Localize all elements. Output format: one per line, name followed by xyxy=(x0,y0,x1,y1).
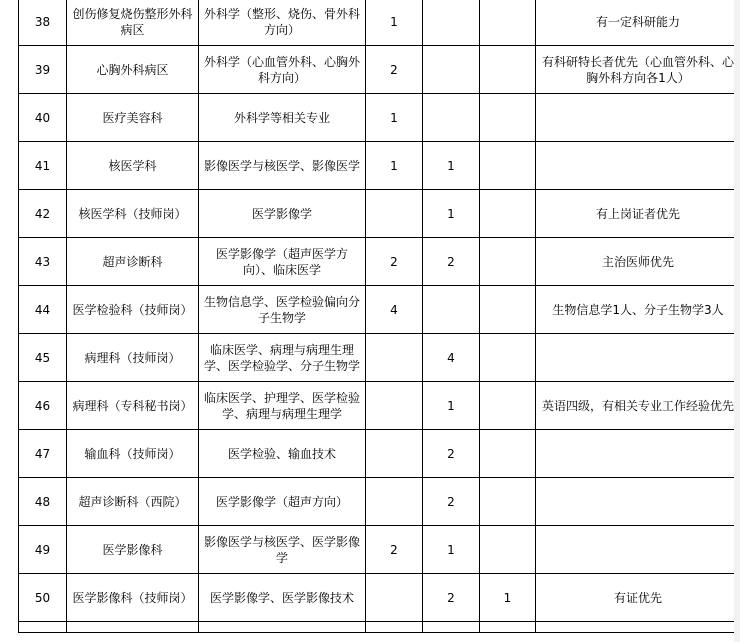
row-number-cell: 42 xyxy=(19,190,67,238)
table-row xyxy=(19,94,740,142)
row-number-cell: 45 xyxy=(19,334,67,382)
count-cell-c xyxy=(480,286,536,334)
major-cell: 影像医学与核医学、影像医学 xyxy=(199,142,366,190)
count-cell-c xyxy=(480,142,536,190)
major-cell: 外科学（心血管外科、心胸外科方向） xyxy=(199,46,366,94)
requirement-note-cell: 有证优先 xyxy=(536,574,740,622)
count-cell-b xyxy=(423,46,480,94)
table-row xyxy=(19,526,740,574)
requirement-note-cell xyxy=(536,142,740,190)
count-cell-b: 4 xyxy=(423,334,480,382)
table-row xyxy=(19,574,740,622)
major-cell: 影像医学与核医学、医学影像学 xyxy=(199,526,366,574)
count-cell-a xyxy=(366,334,423,382)
major-cell: 医学检验、输血技术 xyxy=(199,430,366,478)
count-cell-c xyxy=(480,94,536,142)
department-cell: 心胸外科病区 xyxy=(67,46,199,94)
major-cell: 临床医学、病理与病理生理学、医学检验学、分子生物学 xyxy=(199,334,366,382)
count-cell-b xyxy=(423,286,480,334)
department-cell: 医学影像科 xyxy=(67,526,199,574)
major-cell: 医学影像学（超声医学方向）、临床医学 xyxy=(199,238,366,286)
count-cell-a xyxy=(366,382,423,430)
table-body xyxy=(19,0,740,633)
count-cell-a: 1 xyxy=(366,142,423,190)
row-number-cell: 50 xyxy=(19,574,67,622)
department-cell: 创伤修复烧伤整形外科病区 xyxy=(67,0,199,46)
requirement-note-cell: 主治医师优先 xyxy=(536,238,740,286)
major-cell: 医学影像学（超声方向） xyxy=(199,478,366,526)
count-cell-c xyxy=(480,190,536,238)
major-cell: 外科学（整形、烧伤、骨外科方向） xyxy=(199,0,366,46)
requirement-note-cell: 有科研特长者优先（心血管外科、心胸外科方向各1人） xyxy=(536,46,740,94)
table-row xyxy=(19,190,740,238)
department-cell: 医疗美容科 xyxy=(67,94,199,142)
recruitment-table xyxy=(18,0,740,633)
major-cell: 医学影像学 xyxy=(199,190,366,238)
count-cell-a: 2 xyxy=(366,526,423,574)
row-number-cell: 48 xyxy=(19,478,67,526)
department-cell: 医学影像科（技师岗） xyxy=(67,574,199,622)
row-number-cell: 46 xyxy=(19,382,67,430)
major-cell xyxy=(199,622,366,633)
count-cell-c xyxy=(480,526,536,574)
department-cell: 输血科（技师岗） xyxy=(67,430,199,478)
row-number-cell: 39 xyxy=(19,46,67,94)
department-cell: 超声诊断科 xyxy=(67,238,199,286)
table-row-partial xyxy=(19,622,740,633)
table-row xyxy=(19,382,740,430)
requirement-note-cell: 生物信息学1人、分子生物学3人 xyxy=(536,286,740,334)
count-cell-a: 2 xyxy=(366,238,423,286)
count-cell-a xyxy=(366,574,423,622)
scrollbar-track[interactable] xyxy=(734,0,740,642)
table-row xyxy=(19,478,740,526)
requirement-note-cell xyxy=(536,478,740,526)
requirement-note-cell xyxy=(536,334,740,382)
count-cell-b: 1 xyxy=(423,526,480,574)
department-cell: 医学检验科（技师岗） xyxy=(67,286,199,334)
count-cell-b xyxy=(423,622,480,633)
count-cell-c xyxy=(480,334,536,382)
count-cell-c xyxy=(480,46,536,94)
count-cell-a xyxy=(366,190,423,238)
requirement-note-cell xyxy=(536,526,740,574)
department-cell: 核医学科 xyxy=(67,142,199,190)
requirement-note-cell: 英语四级，有相关专业工作经验优先 xyxy=(536,382,740,430)
count-cell-c xyxy=(480,0,536,46)
count-cell-a: 1 xyxy=(366,0,423,46)
department-cell: 病理科（专科秘书岗） xyxy=(67,382,199,430)
count-cell-b: 2 xyxy=(423,478,480,526)
row-number-cell xyxy=(19,622,67,633)
count-cell-c xyxy=(480,382,536,430)
count-cell-c xyxy=(480,478,536,526)
count-cell-c xyxy=(480,622,536,633)
department-cell xyxy=(67,622,199,633)
table-row xyxy=(19,238,740,286)
major-cell: 医学影像学、医学影像技术 xyxy=(199,574,366,622)
count-cell-b: 1 xyxy=(423,382,480,430)
requirement-note-cell xyxy=(536,94,740,142)
count-cell-b: 2 xyxy=(423,430,480,478)
major-cell: 生物信息学、医学检验偏向分子生物学 xyxy=(199,286,366,334)
row-number-cell: 47 xyxy=(19,430,67,478)
count-cell-b: 1 xyxy=(423,190,480,238)
table-row xyxy=(19,0,740,46)
table-row xyxy=(19,286,740,334)
requirement-note-cell xyxy=(536,430,740,478)
row-number-cell: 44 xyxy=(19,286,67,334)
department-cell: 病理科（技师岗） xyxy=(67,334,199,382)
row-number-cell: 38 xyxy=(19,0,67,46)
table-row xyxy=(19,334,740,382)
department-cell: 超声诊断科（西院） xyxy=(67,478,199,526)
row-number-cell: 43 xyxy=(19,238,67,286)
count-cell-b: 2 xyxy=(423,574,480,622)
count-cell-a: 1 xyxy=(366,94,423,142)
count-cell-a: 2 xyxy=(366,46,423,94)
count-cell-c xyxy=(480,238,536,286)
count-cell-a: 4 xyxy=(366,286,423,334)
requirement-note-cell: 有上岗证者优先 xyxy=(536,190,740,238)
count-cell-b xyxy=(423,94,480,142)
count-cell-b: 1 xyxy=(423,142,480,190)
table-row xyxy=(19,142,740,190)
count-cell-b: 2 xyxy=(423,238,480,286)
department-cell: 核医学科（技师岗） xyxy=(67,190,199,238)
row-number-cell: 40 xyxy=(19,94,67,142)
count-cell-a xyxy=(366,622,423,633)
count-cell-c: 1 xyxy=(480,574,536,622)
requirement-note-cell: 有一定科研能力 xyxy=(536,0,740,46)
table-row xyxy=(19,430,740,478)
major-cell: 临床医学、护理学、医学检验学、病理与病理生理学 xyxy=(199,382,366,430)
requirement-note-cell xyxy=(536,622,740,633)
count-cell-c xyxy=(480,430,536,478)
table-row xyxy=(19,46,740,94)
count-cell-a xyxy=(366,478,423,526)
count-cell-a xyxy=(366,430,423,478)
count-cell-b xyxy=(423,0,480,46)
row-number-cell: 41 xyxy=(19,142,67,190)
major-cell: 外科学等相关专业 xyxy=(199,94,366,142)
row-number-cell: 49 xyxy=(19,526,67,574)
